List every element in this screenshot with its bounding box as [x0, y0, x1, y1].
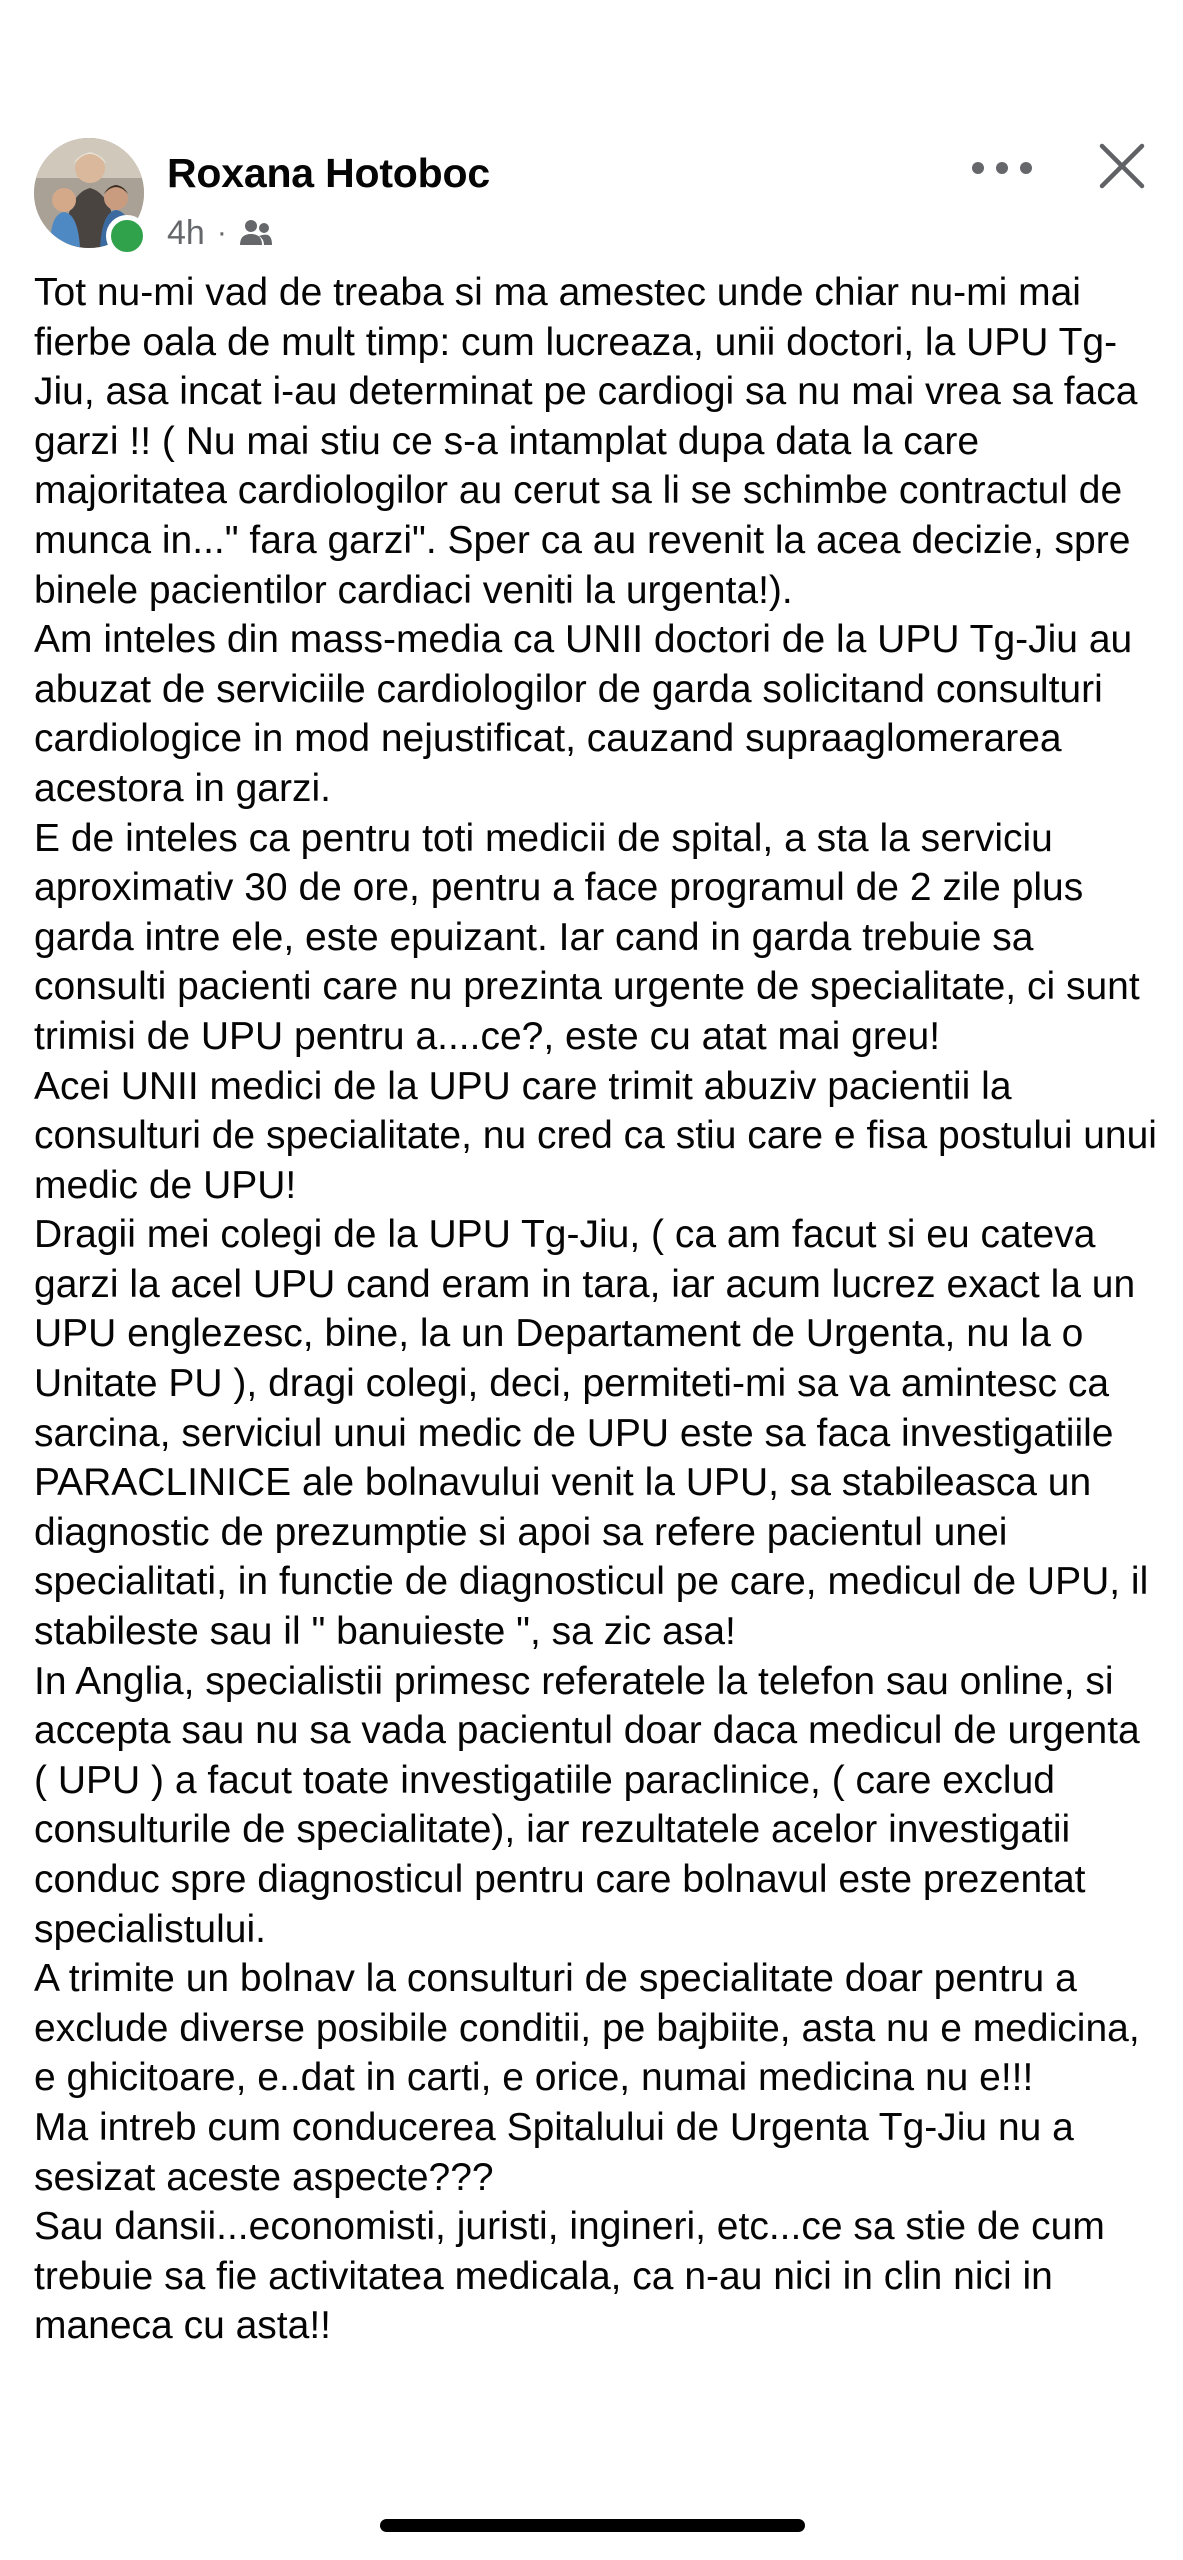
close-icon: [1096, 140, 1148, 192]
post-paragraph: E de inteles ca pentru toti medicii de spital, a sta la serviciu aproximativ 30 de ore, pentru a face programul de 2 zile plus garda intre ele, este epuizant. Iar cand in garda trebuie sa consulti pacienti care nu prezinta urgente de specialitate, ci sunt trimisi de UPU pentru a....ce?, este cu atat mai greu!: [34, 816, 1140, 1058]
post-meta: [167, 210, 273, 256]
post-paragraph: Am inteles din mass-media ca UNII doctori de la UPU Tg-Jiu au abuzat de serviciile cardiologilor de garda solicitand consulturi cardiologice in mod nejustificat, cauzand supraaglomerarea acestora in garzi.: [34, 618, 1133, 810]
meta-separator: ·: [216, 216, 227, 249]
post-paragraph: Dragii mei colegi de la UPU Tg-Jiu, ( ca am facut si eu cateva garzi la acel UPU cand eram in tara, iar acum lucrez exact la un UPU englezesc, bine, la un Departament de Urgenta, nu la o Unitate PU ), dragi colegi, deci, permiteti-mi sa va amintesc ca sarcina, serviciul unui medic de UPU este sa faca investigatiile PARACLINICE ale bolnavului venit la UPU, sa stabileasca un diagnostic de prezumptie si apoi sa refere pacientul unei specialitati, in functie de diagnosticul pe care, medicul de UPU, il stabileste sau il " banuieste ", sa zic asa!: [34, 1213, 1149, 1654]
friends-icon[interactable]: [239, 218, 273, 248]
post-paragraph: A trimite un bolnav la consulturi de specialitate doar pentru a exclude diverse posibile conditii, pe bajbiite, asta nu e medicina, e ghicitoare, e..dat in carti, e orice, numai medicina nu e!!!: [34, 1957, 1140, 2100]
author-name[interactable]: Roxana Hotoboc: [167, 150, 490, 196]
post-paragraph: Sau dansii...economisti, juristi, ingineri, etc...ce sa stie de cum trebuie sa fie activitatea medicala, ca n-au nici in clin nici in maneca cu asta!!: [34, 2205, 1105, 2348]
online-status-indicator: [106, 215, 148, 257]
post-paragraph: In Anglia, specialistii primesc referatele la telefon sau online, si accepta sau nu sa vada pacientul doar daca medicul de urgenta ( UPU ) a facut toate investigatiile paraclinice, ( care exclud consulturile de specialitate), iar rezultatele acelor investigatii conduc spre diagnosticul pentru care bolnavul este prezentat specialistului.: [34, 1659, 1140, 1951]
post-paragraph: Tot nu-mi vad de treaba si ma amestec unde chiar nu-mi mai fierbe oala de mult timp: cum lucreaza, unii doctori, la UPU Tg-Jiu, asa incat i-au determinat pe cardiogi sa nu mai vrea sa faca garzi !! ( Nu mai stiu ce s-a intamplat dupa data la care majoritatea cardiologilor au cerut sa li se schimbe contractul de munca in..." fara garzi". Sper ca au revenit la acea decizie, spre binele pacientilor cardiaci veniti la urgenta!).: [34, 271, 1138, 612]
post-text: [34, 268, 1162, 2351]
more-options-button[interactable]: [972, 148, 1032, 188]
more-horizontal-icon: [972, 162, 984, 174]
post-timestamp[interactable]: 4h: [167, 213, 205, 252]
home-indicator[interactable]: [380, 2519, 805, 2532]
post-paragraph: Acei UNII medici de la UPU care trimit abuziv pacientii la consulturi de specialitate, nu cred ca stiu care e fisa postului unui medic de UPU!: [34, 1064, 1157, 1207]
post-header: [0, 0, 1183, 260]
close-button[interactable]: [1096, 140, 1148, 192]
post-paragraph: Ma intreb cum conducerea Spitalului de Urgenta Tg-Jiu nu a sesizat aceste aspecte???: [34, 2105, 1074, 2199]
